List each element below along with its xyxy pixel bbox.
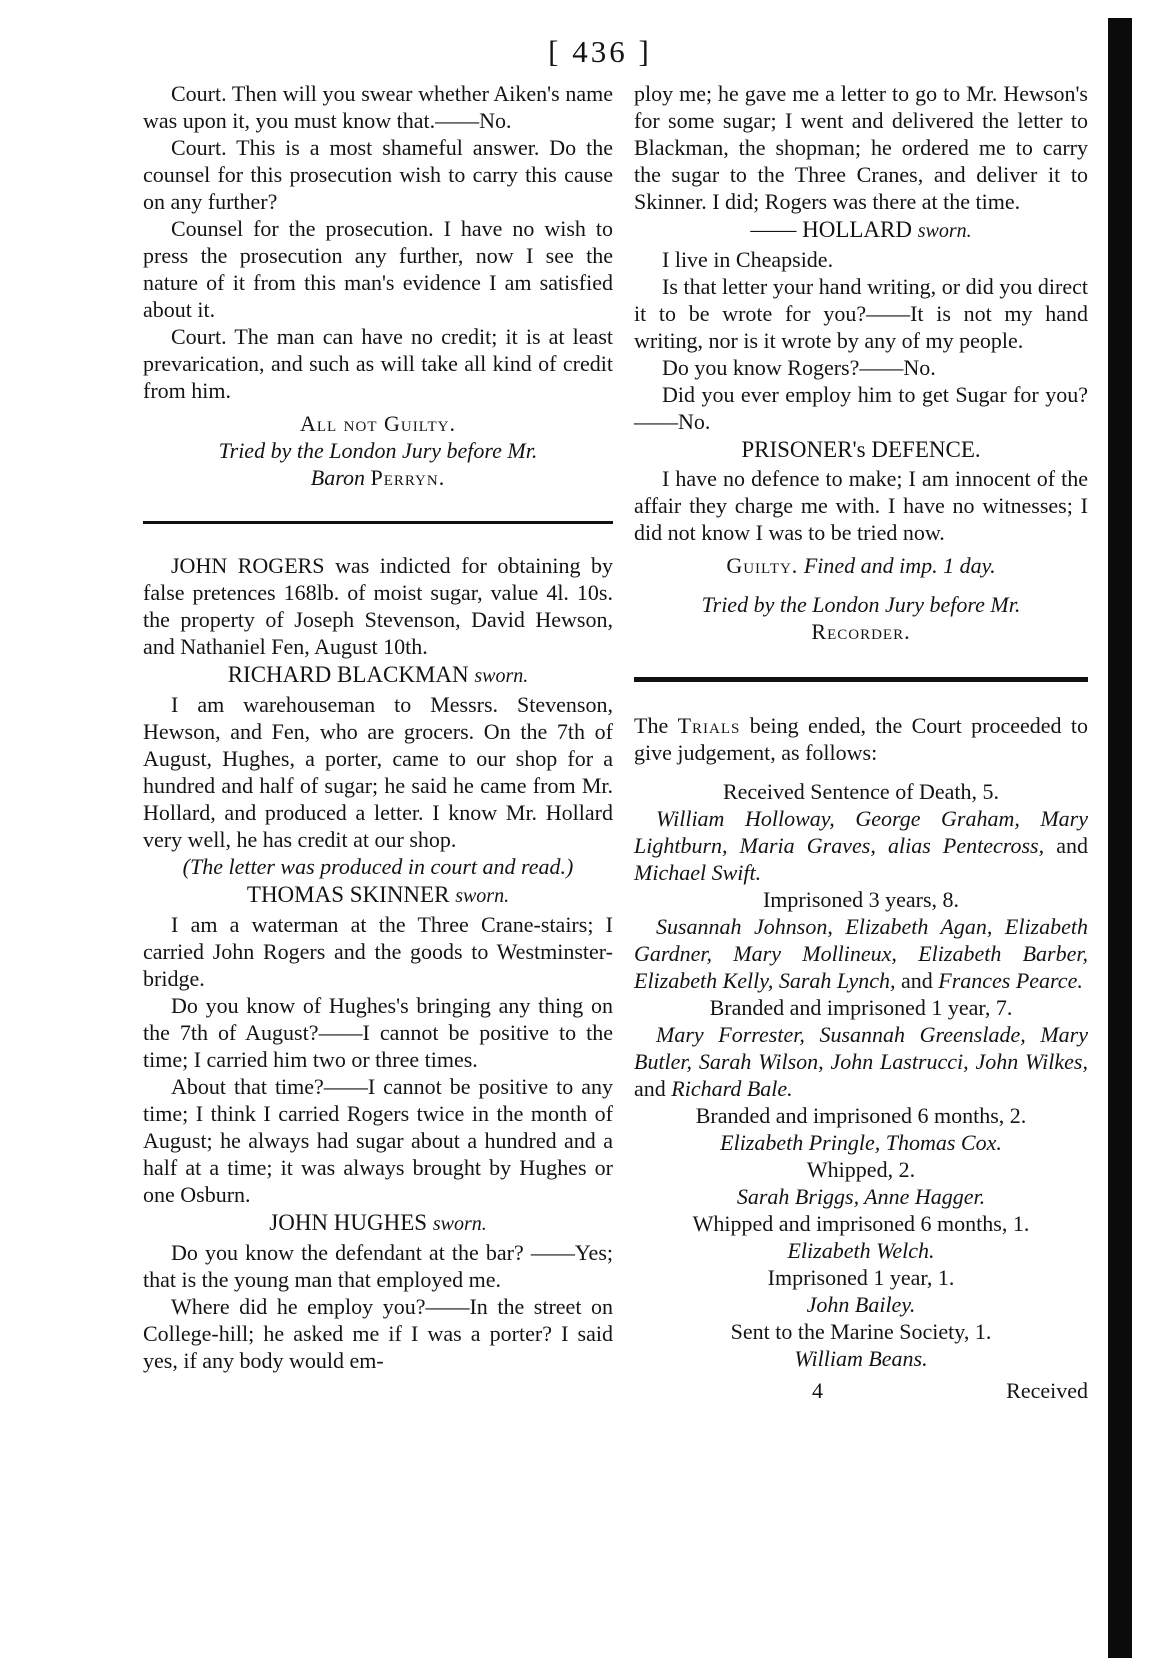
defence-statement: I have no defence to make; I am innocent of the affair they charge me with. I have no witnesses; I did not know I was to be tried now. — [634, 466, 1088, 545]
names-text: Susannah Johnson, Elizabeth Agan, Elizabeth Gardner, Mary Mollineux, Elizabeth Barber, Elizabeth Kelly, Sarah Lynch, — [634, 914, 1088, 993]
court-note: (The letter was produced in court and read.) — [182, 854, 574, 879]
names-and: and — [1056, 833, 1089, 858]
sentence-names: Sarah Briggs, Anne Hagger. — [736, 1184, 986, 1209]
witness-sworn: sworn. — [432, 1213, 487, 1235]
sentence-heading: Sent to the Marine Society, 1. — [730, 1319, 992, 1344]
sentence-heading: Whipped, 2. — [806, 1157, 916, 1182]
witness-sworn: sworn. — [455, 885, 510, 907]
paragraph: Court. Then will you swear whether Aiken's name was upon it, you must know that.——No. — [143, 81, 613, 133]
names-text: Mary Forrester, Susannah Greenslade, Mary Butler, Sarah Wilson, John Lastrucci, John Wilkes, — [634, 1022, 1088, 1074]
page-footer — [634, 1378, 1088, 1408]
page-number: [ 436 ] — [548, 34, 652, 69]
trial-court-judge: Recorder. — [811, 619, 911, 644]
sentence-heading: Received Sentence of Death, 5. — [722, 779, 1000, 804]
verdict — [634, 552, 1088, 579]
testimony: Where did he employ you?——In the street on College-hill; he asked me if I was a porter? I said yes, if any body would em- — [143, 1294, 613, 1373]
witness-name: JOHN HUGHES — [269, 1210, 428, 1235]
testimony: Did you ever employ him to get Sugar for you?——No. — [634, 382, 1088, 434]
sentence-names — [634, 913, 1088, 994]
paragraph: Counsel for the prosecution. I have no wish to press the prosecution any further, now I see the nature of it from this man's evidence I am satisfied about it. — [143, 216, 613, 322]
names-text: William Holloway, George Graham, Mary Lightburn, Maria Graves, alias Pentecross, — [634, 806, 1088, 858]
names-and: and — [901, 968, 933, 993]
signature-mark: 4 — [812, 1378, 823, 1403]
sentence-names: John Bailey. — [806, 1292, 916, 1317]
witness-sworn: sworn. — [917, 220, 972, 242]
testimony: I am warehouseman to Messrs. Stevenson, Hewson, and Fen, who are grocers. On the 7th of August, Hughes, a porter, came to our shop for a hundred and half of sugar; he said he came from Mr. Hollard, and produced a letter. I know Mr. Hollard very well, he has credit at our shop. — [143, 692, 613, 852]
testimony: Do you know the defendant at the bar? ——Yes; that is the young man that employed me. — [143, 1240, 613, 1292]
left-column — [143, 80, 613, 1374]
catchword: Received — [1006, 1378, 1088, 1403]
witness-heading — [143, 1209, 613, 1238]
testimony: I am a waterman at the Three Crane-stairs; I carried John Rogers and the goods to Westminster-bridge. — [143, 912, 613, 991]
witness-prefix: —— — [750, 217, 797, 242]
verdict-word: Guilty. — [726, 553, 799, 578]
sentence-heading: Whipped and imprisoned 6 months, 1. — [692, 1211, 1030, 1236]
sentence-heading: Imprisoned 3 years, 8. — [762, 887, 960, 912]
intro-word: The — [634, 713, 669, 738]
names-last: Frances Pearce. — [938, 968, 1083, 993]
sentence-heading: Branded and imprisoned 6 months, 2. — [695, 1103, 1027, 1128]
trial-court-judge — [143, 464, 613, 491]
page-edge-shadow — [1108, 18, 1132, 1658]
section-divider — [143, 521, 613, 524]
paragraph: Court. The man can have no credit; it is at least prevarication, and such as will take all kind of credit from him. — [143, 324, 613, 403]
judge-name: Perryn. — [370, 465, 446, 490]
witness-heading — [143, 881, 613, 910]
witness-name: THOMAS SKINNER — [246, 882, 450, 907]
judgement-intro — [634, 712, 1088, 766]
sentence-names: William Beans. — [794, 1346, 928, 1371]
trial-court-line: Tried by the London Jury before Mr. — [701, 592, 1021, 617]
intro-trials: Trials — [677, 713, 741, 738]
sentence-names — [634, 805, 1088, 886]
indictment: JOHN ROGERS was indicted for obtaining by false pretences 168lb. of moist sugar, value 4l. 10s. the property of Joseph Stevenson, David Hewson, and Nathaniel Fen, August 10th. — [143, 553, 613, 659]
sentence-names: Elizabeth Welch. — [787, 1238, 935, 1263]
names-last: Richard Bale. — [671, 1076, 793, 1101]
sentence-heading: Imprisoned 1 year, 1. — [767, 1265, 955, 1290]
witness-sworn: sworn. — [474, 665, 529, 687]
intro-rest: being ended, the Court proceeded to give judgement, as follows: — [634, 713, 1088, 765]
testimony: Do you know of Hughes's bringing any thing on the 7th of August?——I cannot be positive to the time; I carried him two or three times. — [143, 993, 613, 1072]
witness-name: HOLLARD — [802, 217, 912, 242]
testimony: I live in Cheapside. — [662, 247, 834, 272]
witness-heading — [634, 216, 1088, 245]
sentence-note: Fined and imp. 1 day. — [803, 553, 996, 578]
right-column — [634, 80, 1088, 1408]
names-last: Michael Swift. — [634, 860, 762, 885]
sentence-names: Elizabeth Pringle, Thomas Cox. — [720, 1130, 1002, 1155]
testimony: ploy me; he gave me a letter to go to Mr. Hewson's for some sugar; I went and delivered the letter to Blackman, the shopman; he ordered me to carry the sugar to the Three Cranes, and deliver it to Skinner. I did; Rogers was there at the time. — [634, 81, 1088, 214]
defence-heading: PRISONER's DEFENCE. — [741, 437, 981, 462]
witness-name: RICHARD BLACKMAN — [227, 662, 469, 687]
witness-heading — [143, 661, 613, 690]
testimony: Is that letter your hand writing, or did you direct it to be wrote for you?——It is not my hand writing, nor is it wrote by any of my people. — [634, 274, 1088, 353]
testimony: Do you know Rogers?——No. — [662, 355, 936, 380]
judge-title: Baron — [310, 465, 365, 490]
testimony: About that time?——I cannot be positive to any time; I think I carried Rogers twice in the month of August; he always had sugar about a hundred and a half at a time; it was always brought by Hughes or one Osburn. — [143, 1074, 613, 1207]
sentence-heading: Branded and imprisoned 1 year, 7. — [709, 995, 1013, 1020]
paragraph: Court. This is a most shameful answer. Do the counsel for this prosecution wish to carry this cause on any further? — [143, 135, 613, 214]
trial-court-line: Tried by the London Jury before Mr. — [218, 438, 538, 463]
names-and: and — [634, 1076, 666, 1101]
section-divider — [634, 677, 1088, 682]
verdict: All not Guilty. — [299, 411, 457, 436]
sentence-names — [634, 1021, 1088, 1102]
